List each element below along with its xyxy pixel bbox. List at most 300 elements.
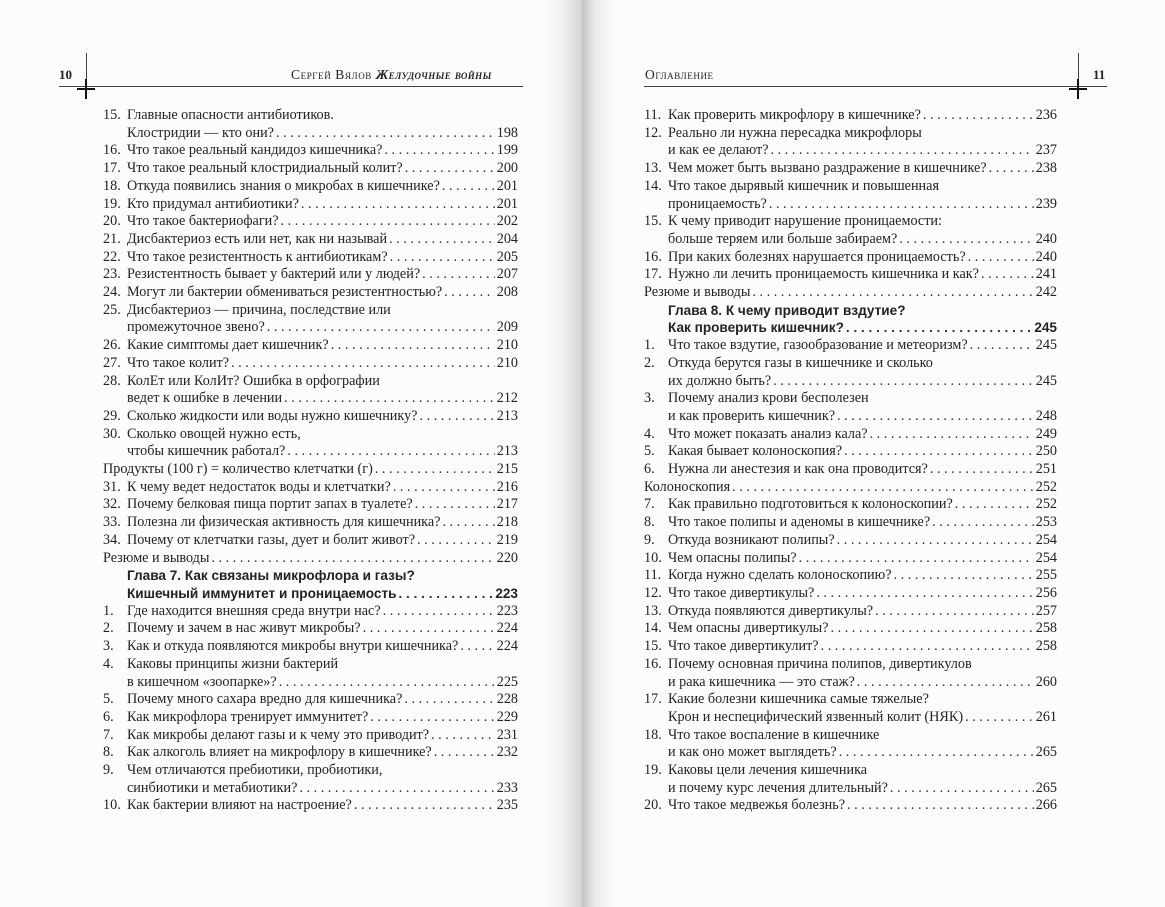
dot-leader [732,479,1034,497]
toc-page-number: 205 [496,248,518,265]
toc-entry-line [103,585,518,603]
toc-entry-title: Главные опасности антибиотиков. [127,107,334,123]
toc-entry-title: Что такое вздутие, газообразование и метеоризм? [668,337,968,354]
toc-entry-title: промежуточное звено? [127,319,265,336]
toc-entry [644,107,1057,125]
toc-entry-title: ведет к ошибке в лечении [127,390,283,407]
toc-entry [644,496,1057,514]
toc-entry [644,160,1057,178]
toc-entry-line [103,426,518,444]
toc-entry-line [103,284,518,302]
toc-page-number: 219 [496,531,518,548]
toc-entry-line [644,567,1057,585]
toc-entry-title: Как правильно подготовиться к колоноскопии? [668,496,953,513]
toc-entry-line [644,125,1057,143]
registration-mark [1069,88,1087,90]
toc-entry-title: Откуда появились знания о микробах в кишечнике? [127,177,440,194]
toc-entry-number: 1. [103,602,114,619]
toc-page-number: 202 [496,213,518,230]
dot-leader [281,213,495,231]
toc-entry [103,496,518,514]
toc-entry [103,355,518,373]
toc-entry-title: К чему приводит нарушение проницаемости: [668,213,942,230]
toc-entry-number: 8. [103,744,114,761]
dot-leader [875,603,1034,621]
toc-entry-title: Откуда появляются дивертикулы? [668,602,874,619]
toc-entry-number: 17. [644,691,662,708]
toc-entry-line [103,797,518,815]
toc-entry-line [103,762,518,780]
toc-page-number: 240 [1035,248,1057,265]
gutter-shadow [542,0,582,907]
toc-page-number: 232 [496,744,518,761]
toc-entry-line [644,709,1057,727]
toc-entry-line [644,638,1057,656]
toc-entry-title: Что такое дырявый кишечник и повышенная [668,177,939,194]
toc-entry-line [644,142,1057,160]
toc-entry-number: 33. [103,514,121,531]
toc-entry [103,373,518,408]
toc-entry-line [103,620,518,638]
toc-entry-title: Чем отличаются пребиотики, пробиотики, [127,762,383,779]
toc-entry [644,461,1057,479]
toc-entry-title: Каковы цели лечения кишечника [668,762,868,779]
toc-right [644,107,1057,815]
toc-entry-title: Как проверить кишечник? [668,320,844,336]
running-head [291,67,492,83]
toc-entry-line [103,408,518,426]
toc-entry-number: 15. [644,638,662,655]
toc-entry-title: Как проверить микрофлору в кишечнике? [668,107,921,123]
toc-entry-title: Каковы принципы жизни бактерий [127,655,339,672]
toc-chapter-heading [103,567,518,602]
toc-entry-line [644,178,1057,196]
dot-leader [930,461,1034,479]
toc-entry [103,709,518,727]
toc-entry-number: 10. [103,797,121,814]
toc-entry-line [103,142,518,160]
toc-page-number: 224 [496,620,518,637]
toc-entry-line [644,408,1057,426]
toc-page-number: 250 [1035,443,1057,460]
registration-mark [77,88,95,90]
toc-entry [103,603,518,621]
dot-leader [331,337,495,355]
toc-entry [644,426,1057,444]
toc-entry-line [644,691,1057,709]
toc-entry [103,160,518,178]
toc-entry-title: Какие болезни кишечника самые тяжелые? [668,691,929,708]
toc-entry [644,355,1057,390]
toc-page-number: 253 [1035,514,1057,531]
toc-page-number: 256 [1035,584,1057,601]
toc-entry-number: 4. [644,425,655,442]
toc-page-number: 245 [1034,320,1057,336]
toc-page-number: 260 [1035,673,1057,690]
toc-entry [103,284,518,302]
dot-leader [965,709,1034,727]
toc-entry-number: 13. [644,160,662,177]
toc-page-number: 209 [496,319,518,336]
toc-entry-line [103,107,518,125]
toc-entry-line [644,390,1057,408]
toc-page-number: 241 [1035,266,1057,283]
dot-leader [389,231,495,249]
dot-leader [771,142,1034,160]
toc-entry-line [103,727,518,745]
toc-entry-title: Откуда возникают полипы? [668,531,835,548]
toc-entry-title: Где находится внешняя среда внутри нас? [127,602,381,619]
dot-leader [932,514,1034,532]
toc-page-number: 213 [496,443,518,460]
dot-leader [390,249,495,267]
toc-entry-title: их должно быть? [668,372,772,389]
dot-leader [846,319,1032,337]
toc-page-number: 245 [1035,372,1057,389]
toc-entry-number: 10. [644,549,662,566]
toc-page-number: 225 [496,673,518,690]
dot-leader [405,160,495,178]
toc-page-number: 252 [1035,478,1057,495]
toc-page-number: 266 [1035,797,1057,814]
toc-entry-number: 15. [644,213,662,230]
toc-entry [644,585,1057,603]
toc-entry-line [644,196,1057,214]
dot-leader [393,479,495,497]
toc-entry-number: 14. [644,620,662,637]
toc-entry [103,107,518,142]
dot-leader [955,496,1034,514]
toc-entry-title: Чем опасны дивертикулы? [668,620,829,637]
toc-entry-line [103,496,518,514]
toc-entry [644,390,1057,425]
dot-leader [847,797,1034,815]
toc-page-number: 238 [1035,160,1057,177]
toc-entry-line [644,249,1057,267]
toc-entry-title: Почему основная причина полипов, дивертикулов [668,655,972,672]
toc-entry-title: Чем может быть вызвано раздражение в кишечнике? [668,160,987,177]
toc-entry-title: Полезна ли физическая активность для кишечника? [127,514,441,531]
toc-entry [644,479,1057,497]
toc-entry-number: 3. [644,390,655,407]
toc-entry-title: синбиотики и метабиотики? [127,779,298,796]
toc-page-number: 215 [496,461,518,478]
toc-entry-title: Кто придумал антибиотики? [127,195,299,212]
toc-page-number: 265 [1035,779,1057,796]
toc-entry-number: 24. [103,284,121,301]
toc-entry-title: в кишечном «зоопарке»? [127,673,277,690]
toc-entry-line [103,443,518,461]
toc-entry-number: 22. [103,248,121,265]
toc-entry-number: 7. [103,726,114,743]
toc-page-number: 201 [496,177,518,194]
toc-entry-number: 7. [644,496,655,513]
toc-page-number: 255 [1035,567,1057,584]
toc-entry-title: Сколько овощей нужно есть, [127,425,301,442]
toc-entry-title: Почему анализ крови бесполезен [668,390,869,407]
toc-entry-line [644,337,1057,355]
toc-entry-title: Глава 8. К чему приводит вздутие? [668,302,906,318]
dot-leader [773,373,1034,391]
toc-entry [644,443,1057,461]
toc-entry-line [103,355,518,373]
toc-entry-title: Что такое резистентность к антибиотикам? [127,248,388,265]
toc-entry [644,284,1057,302]
toc-entry-number: 18. [644,726,662,743]
toc-entry-line [103,709,518,727]
toc-entry-number: 12. [644,124,662,141]
toc-entry-line [644,780,1057,798]
toc-entry [644,337,1057,355]
toc-entry [644,213,1057,248]
dot-leader [442,514,494,532]
toc-entry-title: Что такое медвежья болезнь? [668,797,846,814]
toc-entry-number: 21. [103,230,121,247]
toc-entry-line [103,302,518,320]
toc-entry-number: 28. [103,372,121,389]
toc-entry-number: 15. [103,107,121,123]
toc-entry-title: больше теряем или больше забираем? [668,230,898,247]
toc-entry-number: 19. [103,195,121,212]
dot-leader [415,496,495,514]
toc-entry-title: Дисбактериоз — причина, последствие или [127,301,391,318]
dot-leader [287,443,494,461]
toc-entry [644,567,1057,585]
dot-leader [276,125,495,143]
toc-page-number: 252 [1035,496,1057,513]
toc-entry-number: 25. [103,301,121,318]
dot-leader [968,249,1034,267]
toc-page-number: 231 [496,726,518,743]
toc-entry-number: 17. [103,160,121,177]
dot-leader [989,160,1034,178]
dot-leader [460,638,494,656]
toc-page-number: 229 [496,708,518,725]
toc-page-number: 204 [496,230,518,247]
toc-entry-title: чтобы кишечник работал? [127,443,286,460]
toc-entry-line [103,674,518,692]
toc-entry-line [103,390,518,408]
toc-entry-line [103,567,518,585]
toc-page-number: 207 [496,266,518,283]
toc-entry-line [644,514,1057,532]
dot-leader [769,196,1034,214]
toc-entry-number: 11. [644,567,662,584]
dot-leader [383,603,495,621]
toc-entry-line [644,231,1057,249]
toc-entry-number: 20. [644,797,662,814]
toc-entry-line [644,443,1057,461]
toc-page-number: 258 [1035,638,1057,655]
toc-entry [103,213,518,231]
toc-page-number: 224 [496,638,518,655]
dot-leader [970,337,1034,355]
toc-entry [103,408,518,426]
toc-entry-line [103,514,518,532]
toc-entry-title: Резюме и выводы [103,549,210,566]
toc-page-number: 265 [1035,744,1057,761]
toc-entry [644,727,1057,762]
toc-page-number: 216 [496,478,518,495]
toc-entry [103,656,518,691]
toc-entry [103,461,518,479]
toc-entry-title: Резистентность бывает у бактерий или у людей? [127,266,421,283]
toc-entry-number: 9. [103,762,114,779]
toc-entry-title: Нужно ли лечить проницаемость кишечника и как? [668,266,979,283]
toc-entry-number: 29. [103,407,121,424]
toc-entry-line [644,762,1057,780]
toc-entry-title: Что такое бактериофаги? [127,213,279,230]
dot-leader [837,532,1034,550]
toc-entry-title: Когда нужно сделать колоноскопию? [668,567,892,584]
toc-entry-title: Почему много сахара вредно для кишечника? [127,691,403,708]
toc-entry-line [644,550,1057,568]
dot-leader [821,638,1034,656]
toc-entry [103,231,518,249]
toc-entry-line [644,319,1057,337]
dot-leader [434,744,495,762]
toc-entry-title: и рака кишечника — это стаж? [668,673,855,690]
dot-leader [837,408,1034,426]
toc-entry-line [103,125,518,143]
running-head: Оглавление [645,67,714,82]
toc-entry-line [103,249,518,267]
toc-entry-title: Почему белковая пища портит запах в туалете? [127,496,413,513]
toc-entry-title: При каких болезнях нарушается проницаемость? [668,248,966,265]
toc-entry-title: проницаемость? [668,195,767,212]
toc-entry-number: 16. [644,655,662,672]
dot-leader [923,107,1034,125]
toc-entry-title: Как микрофлора тренирует иммунитет? [127,708,369,725]
toc-entry-line [644,284,1057,302]
toc-entry-number: 2. [103,620,114,637]
left-page-header [0,63,582,89]
toc-page-number: 201 [496,195,518,212]
toc-page-number: 245 [1035,337,1057,354]
toc-entry-line [103,461,518,479]
toc-entry-title: Глава 7. Как связаны микрофлора и газы? [127,568,415,584]
toc-page-number: 254 [1035,531,1057,548]
toc-entry-number: 13. [644,602,662,619]
toc-entry-number: 18. [103,177,121,194]
toc-entry-line [644,797,1057,815]
toc-page-number: 235 [496,797,518,814]
dot-leader [419,408,494,426]
toc-page-number: 210 [496,337,518,354]
toc-entry-title: Почему и зачем в нас живут микробы? [127,620,361,637]
running-head-title: Желудочные войны [375,67,492,82]
toc-entry-line [103,337,518,355]
dot-leader [839,744,1034,762]
toc-entry [644,691,1057,726]
toc-entry-line [644,355,1057,373]
toc-entry-title: Что такое воспаление в кишечнике [668,726,880,743]
toc-entry-title: К чему ведет недостаток воды и клетчатки? [127,478,391,495]
toc-entry [103,142,518,160]
dot-leader [444,284,495,302]
toc-entry-line [103,691,518,709]
toc-entry-number: 31. [103,478,121,495]
toc-entry-title: Откуда берутся газы в кишечнике и сколько [668,354,933,371]
toc-entry [103,337,518,355]
toc-page-number: 217 [496,496,518,513]
toc-entry-number: 6. [103,708,114,725]
toc-page-number: 208 [496,284,518,301]
toc-entry-title: и как оно может выглядеть? [668,744,837,761]
dot-leader [284,390,495,408]
dot-leader [417,532,495,550]
dot-leader [370,709,494,727]
toc-entry [644,550,1057,568]
toc-entry [103,479,518,497]
toc-entry-line [103,266,518,284]
toc-entry [644,638,1057,656]
toc-entry-line [644,585,1057,603]
toc-entry [103,620,518,638]
toc-entry-title: Дисбактериоз есть или нет, как ни называй [127,230,388,247]
dot-leader [231,355,495,373]
toc-page-number: 200 [496,160,518,177]
toc-entry-line [644,727,1057,745]
toc-entry [103,302,518,337]
dot-leader [399,585,494,603]
toc-entry-number: 16. [103,142,121,159]
toc-entry-number: 17. [644,266,662,283]
toc-entry-number: 8. [644,514,655,531]
toc-entry-title: Как микробы делают газы и к чему это приводит? [127,726,430,743]
toc-entry-title: Какие симптомы дает кишечник? [127,337,329,354]
toc-page-number: 212 [496,390,518,407]
dot-leader [981,266,1034,284]
toc-entry-line [644,496,1057,514]
toc-page-number: 251 [1035,461,1057,478]
dot-leader [267,319,495,337]
toc-entry [644,656,1057,691]
toc-entry-number: 9. [644,531,655,548]
header-rule [644,86,1107,87]
toc-entry-title: Что такое дивертикулит? [668,638,819,655]
toc-entry-line [644,302,1057,320]
dot-leader [354,797,495,815]
toc-entry [103,691,518,709]
toc-entry-number: 16. [644,248,662,265]
toc-entry-line [103,638,518,656]
toc-page-number: 239 [1035,195,1057,212]
toc-entry-line [644,160,1057,178]
toc-entry-line [103,196,518,214]
toc-entry-title: Могут ли бактерии обмениваться резистентностью? [127,284,443,301]
page-number: 10 [59,67,72,82]
toc-entry-title: Реально ли нужна пересадка микрофлоры [668,124,922,141]
toc-entry-title: Почему от клетчатки газы, дует и болит живот? [127,531,416,548]
toc-entry-number: 26. [103,337,121,354]
toc-entry [103,249,518,267]
header-rule [59,86,523,87]
toc-entry-number: 30. [103,425,121,442]
toc-entry-line [103,656,518,674]
dot-leader [831,620,1034,638]
toc-page-number: 236 [1035,107,1057,123]
toc-page-number: 237 [1035,142,1057,159]
toc-entry-title: и как ее делают? [668,142,769,159]
toc-page-number: 261 [1035,708,1057,725]
dot-leader [799,550,1034,568]
toc-entry-number: 3. [103,638,114,655]
toc-entry-title: Клостридии — кто они? [127,124,274,141]
dot-leader [404,691,494,709]
toc-entry-title: и как проверить кишечник? [668,407,836,424]
page-number: 11 [1093,67,1106,82]
